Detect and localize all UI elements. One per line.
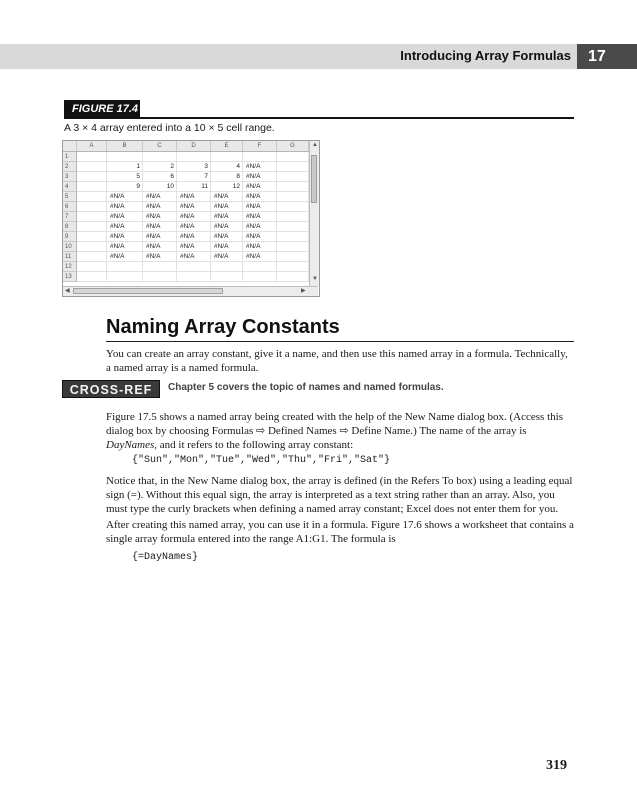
table-cell[interactable] xyxy=(77,222,107,232)
row-header[interactable]: 5 xyxy=(63,192,77,202)
code-array-constant: {"Sun","Mon","Tue","Wed","Thu","Fri","Sat"} xyxy=(132,455,391,466)
table-cell[interactable]: #N/A xyxy=(211,192,243,202)
table-cell[interactable]: #N/A xyxy=(143,192,177,202)
scroll-right-arrow-icon[interactable]: ▶ xyxy=(301,288,306,294)
table-cell[interactable]: #N/A xyxy=(211,212,243,222)
vertical-scrollbar[interactable] xyxy=(309,141,319,286)
cross-ref-badge: CROSS-REF xyxy=(62,380,160,398)
table-cell[interactable] xyxy=(243,152,277,162)
page-number: 319 xyxy=(546,758,567,773)
row-header[interactable]: 8 xyxy=(63,222,77,232)
table-cell[interactable] xyxy=(177,262,211,272)
table-cell[interactable] xyxy=(277,162,309,172)
row-header[interactable]: 9 xyxy=(63,232,77,242)
table-cell[interactable]: 7 xyxy=(177,172,211,182)
table-cell[interactable]: 3 xyxy=(177,162,211,172)
table-cell[interactable]: #N/A xyxy=(243,192,277,202)
column-header-a[interactable]: A xyxy=(77,141,107,151)
figure-rule xyxy=(64,117,574,119)
column-header-e[interactable]: E xyxy=(211,141,243,151)
table-cell[interactable] xyxy=(107,272,143,282)
table-cell[interactable]: #N/A xyxy=(107,242,143,252)
table-cell[interactable] xyxy=(211,152,243,162)
table-cell[interactable]: #N/A xyxy=(143,232,177,242)
table-cell[interactable]: 8 xyxy=(211,172,243,182)
table-cell[interactable]: #N/A xyxy=(211,252,243,262)
scroll-up-arrow-icon[interactable]: ▲ xyxy=(312,142,318,148)
spreadsheet-screenshot xyxy=(62,140,320,297)
table-cell[interactable]: #N/A xyxy=(243,232,277,242)
table-cell[interactable] xyxy=(77,242,107,252)
table-cell[interactable] xyxy=(277,232,309,242)
table-cell[interactable] xyxy=(211,262,243,272)
column-header-g[interactable]: G xyxy=(277,141,309,151)
code-formula: {=DayNames} xyxy=(132,552,199,563)
table-cell[interactable]: #N/A xyxy=(177,242,211,252)
vertical-scroll-thumb[interactable] xyxy=(311,155,317,203)
table-cell[interactable]: #N/A xyxy=(107,232,143,242)
column-header-f[interactable]: F xyxy=(243,141,277,151)
table-cell[interactable]: #N/A xyxy=(243,202,277,212)
table-cell[interactable] xyxy=(143,262,177,272)
row-header[interactable]: 7 xyxy=(63,212,77,222)
table-cell[interactable] xyxy=(77,182,107,192)
table-cell[interactable] xyxy=(77,162,107,172)
table-cell[interactable] xyxy=(143,152,177,162)
table-cell[interactable] xyxy=(277,182,309,192)
horizontal-scroll-thumb[interactable] xyxy=(73,288,223,294)
horizontal-scrollbar[interactable] xyxy=(63,286,318,296)
paragraph-text: , and it refers to the following array constant: xyxy=(154,439,354,451)
table-cell[interactable]: #N/A xyxy=(143,252,177,262)
select-all-corner[interactable] xyxy=(63,141,77,151)
table-cell[interactable]: #N/A xyxy=(243,182,277,192)
table-cell[interactable]: 4 xyxy=(211,162,243,172)
table-cell[interactable] xyxy=(77,152,107,162)
table-cell[interactable]: 11 xyxy=(177,182,211,192)
table-cell[interactable] xyxy=(77,202,107,212)
table-cell[interactable]: #N/A xyxy=(243,212,277,222)
row-header[interactable]: 13 xyxy=(63,272,77,282)
row-header[interactable]: 3 xyxy=(63,172,77,182)
table-cell[interactable]: #N/A xyxy=(243,242,277,252)
table-cell[interactable]: 1 xyxy=(107,162,143,172)
table-cell[interactable] xyxy=(77,212,107,222)
paragraph-text: Figure 17.5 shows a named array being created with the help of the New Name dialog box. (Access this dialog box by choosing Formulas ⇨ Defined Names ⇨ Define Name.) The name of the array is xyxy=(106,411,563,437)
table-cell[interactable]: #N/A xyxy=(211,222,243,232)
table-cell[interactable] xyxy=(277,222,309,232)
table-cell[interactable] xyxy=(77,272,107,282)
table-cell[interactable] xyxy=(177,272,211,282)
table-cell[interactable]: #N/A xyxy=(177,212,211,222)
column-header-c[interactable]: C xyxy=(143,141,177,151)
table-cell[interactable] xyxy=(277,152,309,162)
table-cell[interactable]: #N/A xyxy=(243,222,277,232)
table-cell[interactable] xyxy=(177,152,211,162)
table-cell[interactable]: #N/A xyxy=(107,192,143,202)
column-header-b[interactable]: B xyxy=(107,141,143,151)
scroll-down-arrow-icon[interactable]: ▼ xyxy=(312,276,318,282)
figure-caption: A 3 × 4 array entered into a 10 × 5 cell range. xyxy=(64,122,275,134)
array-name-emphasis: DayNames xyxy=(106,439,155,451)
column-header-bar xyxy=(63,141,309,152)
table-cell[interactable] xyxy=(277,172,309,182)
table-cell[interactable] xyxy=(107,262,143,272)
paragraph-intro: You can create an array constant, give it a name, and then use this named array in a formula. Technically, a named array is a named formula. xyxy=(106,348,568,374)
table-cell[interactable]: #N/A xyxy=(143,222,177,232)
table-cell[interactable]: #N/A xyxy=(211,232,243,242)
table-cell[interactable] xyxy=(77,262,107,272)
figure-label: FIGURE 17.4 xyxy=(64,100,140,118)
row-header[interactable]: 6 xyxy=(63,202,77,212)
table-cell[interactable]: 6 xyxy=(143,172,177,182)
table-cell[interactable]: #N/A xyxy=(177,192,211,202)
table-cell[interactable]: #N/A xyxy=(243,162,277,172)
table-cell[interactable]: #N/A xyxy=(177,252,211,262)
table-cell[interactable] xyxy=(277,272,309,282)
table-cell[interactable]: #N/A xyxy=(107,222,143,232)
running-header-title: Introducing Array Formulas xyxy=(400,48,571,63)
table-cell[interactable]: #N/A xyxy=(177,202,211,212)
chapter-number-tab: 17 xyxy=(577,44,637,69)
table-cell[interactable] xyxy=(243,262,277,272)
table-cell[interactable] xyxy=(277,242,309,252)
row-header[interactable]: 4 xyxy=(63,182,77,192)
paragraph-figure-17-5 xyxy=(106,410,574,452)
row-header[interactable]: 10 xyxy=(63,242,77,252)
scroll-left-arrow-icon[interactable]: ◀ xyxy=(65,288,70,294)
table-cell[interactable] xyxy=(77,252,107,262)
table-cell[interactable] xyxy=(277,252,309,262)
table-cell[interactable]: #N/A xyxy=(211,242,243,252)
table-cell[interactable]: #N/A xyxy=(177,232,211,242)
paragraph-formula-usage: After creating this named array, you can use it in a formula. Figure 17.6 shows a worksheet that contains a single array formula entered into the range A1:G1. The formula is xyxy=(106,519,574,545)
table-cell[interactable] xyxy=(277,202,309,212)
table-cell[interactable]: 12 xyxy=(211,182,243,192)
table-cell[interactable]: #N/A xyxy=(243,252,277,262)
table-cell[interactable]: #N/A xyxy=(107,252,143,262)
table-cell[interactable]: #N/A xyxy=(177,222,211,232)
table-cell[interactable] xyxy=(277,262,309,272)
table-cell[interactable]: #N/A xyxy=(143,212,177,222)
table-cell[interactable]: #N/A xyxy=(143,242,177,252)
table-cell[interactable]: #N/A xyxy=(107,202,143,212)
paragraph-equal-sign: Notice that, in the New Name dialog box, the array is defined (in the Refers To box) using a leading equal sign (=). Without this equal sign, the array is interpreted as a text string rather than an array. Also, you must type the curly brackets when defining a named array constant; Excel does not enter them for you. xyxy=(106,475,573,515)
section-rule xyxy=(106,341,574,342)
table-cell[interactable]: #N/A xyxy=(243,172,277,182)
row-header[interactable]: 11 xyxy=(63,252,77,262)
table-cell[interactable]: 2 xyxy=(143,162,177,172)
table-cell[interactable] xyxy=(143,272,177,282)
table-cell[interactable] xyxy=(243,272,277,282)
table-cell[interactable]: 9 xyxy=(107,182,143,192)
row-header[interactable]: 2 xyxy=(63,162,77,172)
table-cell[interactable]: 10 xyxy=(143,182,177,192)
table-cell[interactable] xyxy=(77,192,107,202)
table-cell[interactable] xyxy=(277,212,309,222)
table-cell[interactable] xyxy=(77,172,107,182)
row-header[interactable]: 12 xyxy=(63,262,77,272)
table-cell[interactable] xyxy=(277,192,309,202)
section-title: Naming Array Constants xyxy=(106,316,340,338)
cross-ref-text: Chapter 5 covers the topic of names and named formulas. xyxy=(168,382,444,393)
row-header[interactable]: 1 xyxy=(63,152,77,162)
table-cell[interactable]: #N/A xyxy=(107,212,143,222)
table-cell[interactable]: #N/A xyxy=(143,202,177,212)
table-cell[interactable] xyxy=(211,272,243,282)
table-cell[interactable] xyxy=(107,152,143,162)
column-header-d[interactable]: D xyxy=(177,141,211,151)
table-cell[interactable]: #N/A xyxy=(211,202,243,212)
table-cell[interactable]: 5 xyxy=(107,172,143,182)
table-cell[interactable] xyxy=(77,232,107,242)
